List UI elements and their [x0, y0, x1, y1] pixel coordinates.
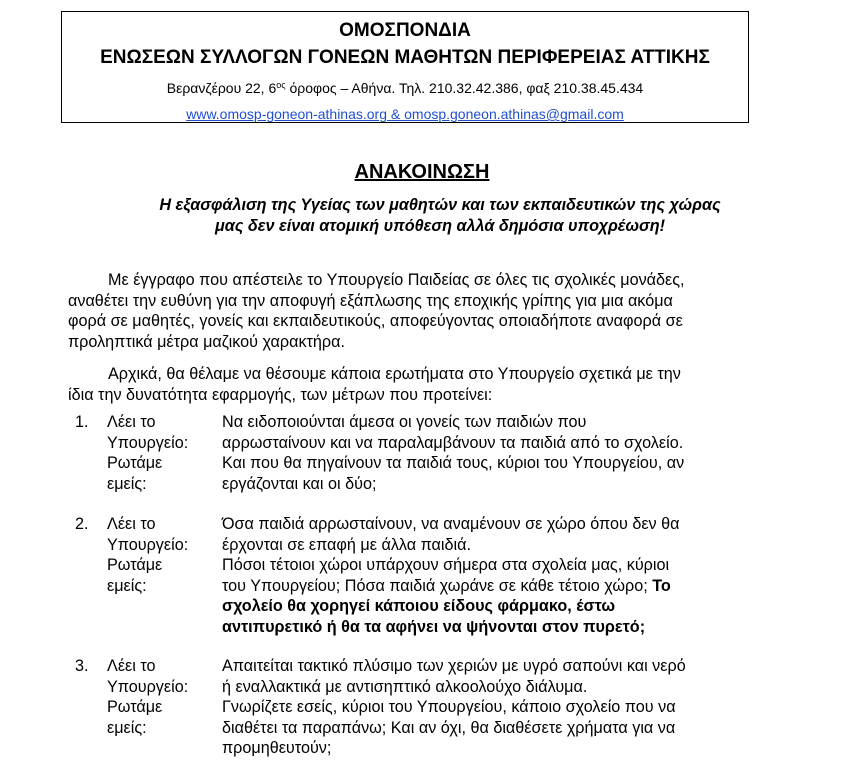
paragraph-line: προληπτικά μέτρα μαζικού χαρακτήρα.: [68, 332, 345, 351]
website-email-link[interactable]: www.omosp-goneon-athinas.org & omosp.goneon.athinas@gmail.com: [186, 106, 624, 122]
address-part: όροφος – Αθήνα. Τηλ. 210.32.42.386, φαξ 210.38.45.434: [285, 80, 644, 96]
question-bold: σχολείο θα χορηγεί κάποιου είδους φάρμακο, έστω: [222, 597, 616, 615]
paragraph-line: Αρχικά, θα θέλαμε να θέσουμε κάποια ερωτήματα στο Υπουργείο σχετικά με την: [108, 365, 681, 383]
item-labels: [107, 412, 217, 494]
ask-label: εμείς:: [107, 718, 147, 737]
paragraph-line: ίδια την δυνατότητα εφαρμογής, των μέτρων που προτείνει:: [68, 385, 493, 404]
question-bold: αντιπυρετικό ή θα τα αφήνει να ψήνονται στον πυρετό;: [222, 617, 646, 636]
ministry-label: Λέει το: [107, 515, 156, 533]
item-labels: [107, 656, 217, 738]
contact-address: [62, 80, 748, 96]
question-text: προμηθευτούν;: [222, 739, 332, 757]
intro-paragraph: [68, 270, 778, 352]
question-text: Πόσοι τέτοιοι χώροι υπάρχουν σήμερα στα σχολεία μας, κύριοι: [222, 556, 670, 574]
address-part: Βερανζέρου 22, 6: [166, 80, 277, 96]
ministry-statement: αρρωσταίνουν και να παραλαμβάνουν τα παιδιά από το σχολείο.: [222, 433, 684, 452]
questions-paragraph: [68, 364, 778, 405]
ask-label: εμείς:: [107, 474, 147, 493]
item-number: 2.: [75, 515, 89, 533]
floor-superscript: ος: [276, 80, 286, 90]
ask-label: Ρωτάμε: [107, 556, 163, 574]
ask-label: Ρωτάμε: [107, 698, 163, 716]
ministry-statement: Όσα παιδιά αρρωσταίνουν, να αναμένουν σε χώρο όπου δεν θα: [222, 515, 680, 533]
item-text: [222, 656, 812, 759]
item-text: [222, 514, 812, 637]
item-labels: [107, 514, 217, 596]
question-text: Γνωρίζετε εσείς, κύριοι του Υπουργείου, κάποιο σχολείο που να: [222, 698, 676, 716]
item-text: [222, 412, 812, 494]
subtitle-line: Η εξασφάλιση της Υγείας των μαθητών και των εκπαιδευτικών της χώρας: [159, 196, 721, 214]
ask-label: εμείς:: [107, 576, 147, 595]
ministry-statement: έρχονται σε επαφή με άλλα παιδιά.: [222, 535, 471, 554]
question-text: Και που θα πηγαίνουν τα παιδιά τους, κύριοι του Υπουργείου, αν: [222, 454, 685, 472]
question-text: εργάζονται και οι δύο;: [222, 474, 377, 493]
ministry-statement: Απαιτείται τακτικό πλύσιμο των χεριών με υγρό σαπούνι και νερό: [222, 657, 686, 675]
item-number: 3.: [75, 657, 89, 675]
item-number: 1.: [75, 413, 89, 431]
announcement-heading: ΑΝΑΚΟΙΝΩΣΗ: [354, 161, 490, 183]
announcement-subtitle: [80, 195, 800, 237]
ministry-statement: Να ειδοποιούνται άμεσα οι γονείς των παιδιών που: [222, 413, 587, 431]
subtitle-line: μας δεν είναι ατομική υπόθεση αλλά δημόσια υποχρέωση!: [214, 217, 666, 235]
paragraph-line: αναθέτει την ευθύνη για την αποφυγή εξάπλωσης της εποχικής γρίπης για μια ακόμα: [68, 291, 673, 310]
ministry-label: Λέει το: [107, 413, 156, 431]
ministry-label: Υπουργείο:: [107, 433, 189, 452]
ministry-label: Λέει το: [107, 657, 156, 675]
question-part: του Υπουργείου; Πόσα παιδιά χωράνε σε κάθε τέτοιο χώρο;: [222, 576, 653, 595]
ask-label: Ρωτάμε: [107, 454, 163, 472]
question-text: [222, 576, 812, 597]
paragraph-line: φορά σε μαθητές, γονείς και εκπαιδευτικούς, αποφεύγοντας οποιαδήποτε αναφορά σε: [68, 312, 683, 330]
ministry-label: Υπουργείο:: [107, 677, 189, 696]
paragraph-line: Με έγγραφο που απέστειλε το Υπουργείο Παιδείας σε όλες τις σχολικές μονάδες,: [108, 271, 685, 289]
ministry-label: Υπουργείο:: [107, 535, 189, 554]
federation-subtitle: ΕΝΩΣΕΩΝ ΣΥΛΛΟΓΩΝ ΓΟΝΕΩΝ ΜΑΘΗΤΩΝ ΠΕΡΙΦΕΡΕΙΑΣ ΑΤΤΙΚΗΣ: [100, 47, 710, 68]
ministry-statement: ή εναλλακτικά με αντισηπτικό αλκοολούχο διάλυμα.: [222, 677, 588, 696]
question-bold: Το: [652, 576, 671, 595]
federation-title: ΟΜΟΣΠΟΝΔΙΑ: [339, 20, 471, 41]
letterhead: [61, 11, 749, 123]
question-text: διαθέτει τα παραπάνω; Και αν όχι, θα διαθέσετε χρήματα για να: [222, 718, 676, 737]
